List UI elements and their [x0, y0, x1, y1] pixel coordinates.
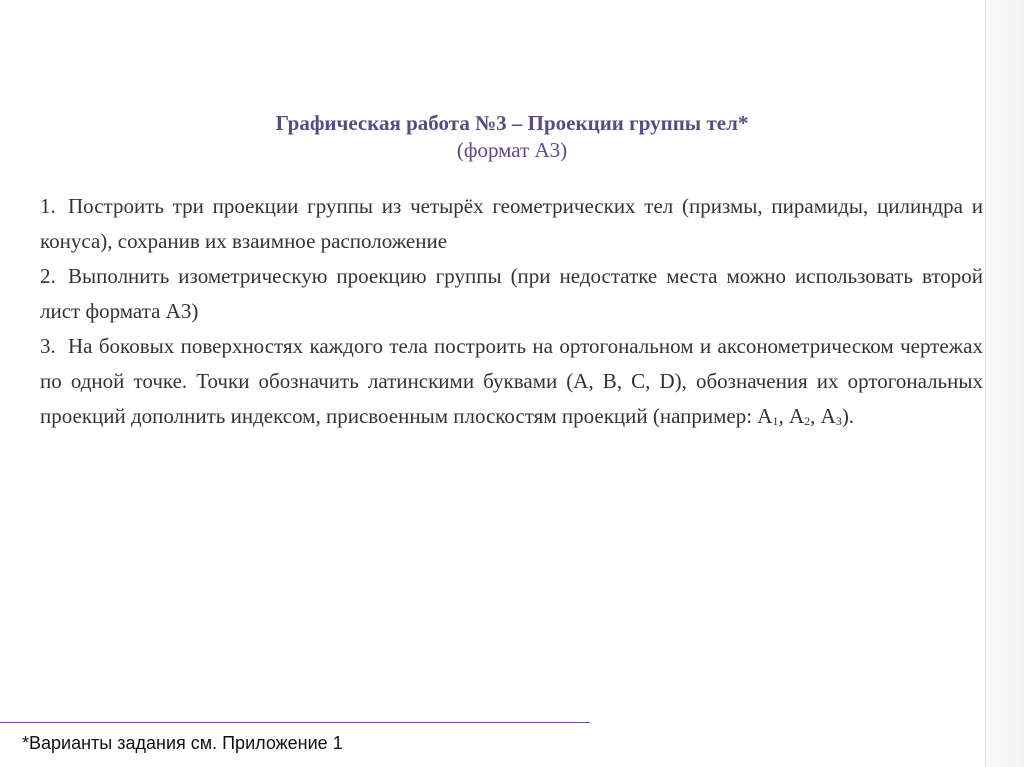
title-subtitle: (формат А3)	[456, 138, 568, 162]
title-main: Графическая работа №3 – Проекции группы тел*	[275, 111, 749, 135]
slide-title	[0, 110, 1024, 164]
task-text: Построить три проекции группы из четырёх геометрических тел (призмы, пирамиды, цилиндра и конуса), сохранив их взаимное расположение	[40, 194, 983, 253]
task-number: 3.	[40, 334, 56, 358]
index-subscript-2: 2	[804, 414, 811, 428]
footnote-divider	[0, 722, 590, 723]
index-subscript-3: 3	[835, 414, 842, 428]
example-separator-2: , А	[810, 404, 836, 428]
task-text: Выполнить изометрическую проекцию группы (при недостатке места можно использовать второй лист формата А3)	[40, 264, 983, 323]
task-item-3	[40, 329, 983, 434]
task-list	[40, 189, 983, 434]
example-separator-1: , А	[778, 404, 805, 428]
example-tail: ).	[841, 404, 855, 428]
task-item-2	[40, 259, 983, 329]
task-number: 2.	[40, 264, 56, 288]
task-number: 1.	[40, 194, 56, 218]
task-text: На боковых поверхностях каждого тела построить на ортогональном и аксонометрическом чертежах по одной точке. Точки обозначить латинскими буквами (A, B, C, D), обозначения их ортогональных проекций дополнить индексом, присвоенным плоскостям проекций (например: А	[40, 334, 983, 428]
footnote-text: *Варианты задания см. Приложение 1	[22, 733, 343, 753]
index-subscript-1: 1	[772, 414, 779, 428]
task-item-1	[40, 189, 983, 259]
